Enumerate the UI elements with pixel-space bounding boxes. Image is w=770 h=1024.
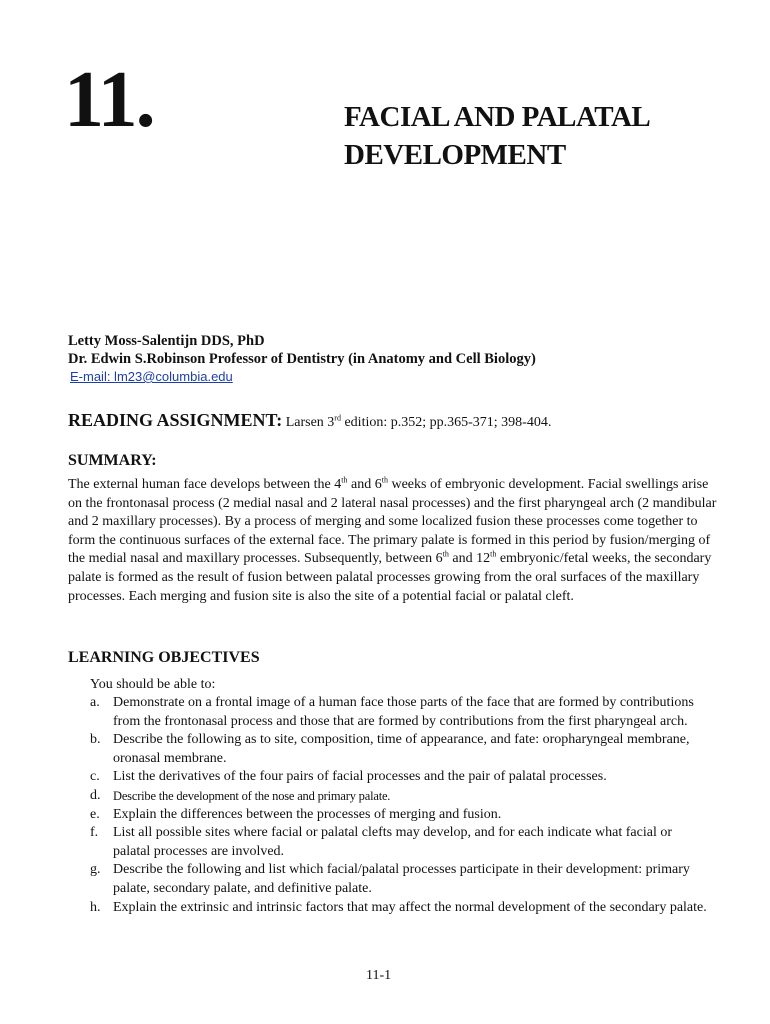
summary-sup: th xyxy=(442,549,449,559)
summary-sup: th xyxy=(490,549,497,559)
objective-text: Describe the following as to site, composition, time of appearance, and fate: oropharyngeal membrane, oronasal membrane. xyxy=(113,732,690,766)
objective-item xyxy=(90,824,710,861)
objective-text: Describe the following and list which facial/palatal processes participate in their development: primary palate, secondary palate, and definitive palate. xyxy=(113,862,690,896)
chapter-title-line1: FACIAL AND PALATAL xyxy=(344,101,651,133)
author-title: Dr. Edwin S.Robinson Professor of Dentistry (in Anatomy and Cell Biology) xyxy=(68,351,536,367)
reading-sup: rd xyxy=(334,413,341,423)
reading-assignment xyxy=(68,410,551,431)
summary-text: The external human face develops between the 4 xyxy=(68,477,342,492)
objective-letter: b. xyxy=(90,732,101,748)
author-block xyxy=(68,332,536,386)
objective-text: List all possible sites where facial or palatal clefts may develop, and for each indicate what facial or palatal processes are involved. xyxy=(113,825,672,859)
objective-letter: h. xyxy=(90,899,101,915)
summary-heading: SUMMARY: xyxy=(68,452,157,469)
objective-letter: d. xyxy=(90,787,101,803)
objectives-heading: LEARNING OBJECTIVES xyxy=(68,649,260,666)
objectives-list xyxy=(90,694,710,917)
chapter-title-line2: DEVELOPMENT xyxy=(344,139,566,171)
summary-text: and 12 xyxy=(448,551,491,567)
page-number: 11-1 xyxy=(366,968,392,983)
objective-item xyxy=(90,731,710,768)
objective-text: Demonstrate on a frontal image of a human face those parts of the face that are formed by contributions from the frontonasal process and those that are formed by contributions from the first pharyngeal arch. xyxy=(113,695,694,729)
objective-item xyxy=(90,899,710,918)
objective-item xyxy=(90,806,710,825)
chapter-title xyxy=(344,98,650,174)
author-name: Letty Moss-Salentijn DDS, PhD xyxy=(68,333,265,349)
reading-text: Larsen 3 xyxy=(285,415,335,430)
summary-text: weeks of embryonic development. Facial swellings arise on the frontonasal process (2 medial nasal and 2 lateral nasal processes) and the first pharyngeal arch (2 mandibular and 2 maxillary processes). By a process of merging and some localized fusion these processes come together to form the continuous surfaces of the external face. The primary palate is formed in this period by fusion/merging of the medial nasal and maxillary processes. Subsequently, between 6 xyxy=(68,477,717,567)
objective-item xyxy=(90,768,710,787)
objective-letter: c. xyxy=(90,769,100,785)
objective-text: Explain the extrinsic and intrinsic factors that may affect the normal development of the secondary palate. xyxy=(113,899,707,915)
objective-letter: e. xyxy=(90,806,100,822)
summary-sup: th xyxy=(341,475,348,485)
objective-letter: g. xyxy=(90,862,101,878)
reading-assignment-label: READING ASSIGNMENT: xyxy=(68,410,283,430)
objective-item xyxy=(90,861,710,898)
email-link[interactable]: E-mail: lm23@columbia.edu xyxy=(70,369,233,384)
summary-text: embryonic/fetal weeks, the secondary palate is formed as the result of fusion between palatal processes growing from the oral surfaces of the maxillary processes. Each merging and fusion site is also the site of a potential facial or palatal cleft. xyxy=(68,551,712,604)
objective-item xyxy=(90,694,710,731)
objective-text: Describe the development of the nose and primary palate. xyxy=(113,788,391,803)
summary-text: and 6 xyxy=(347,477,382,492)
objective-text: List the derivatives of the four pairs of facial processes and the pair of palatal processes. xyxy=(113,769,607,785)
summary-sup: th xyxy=(381,475,388,485)
reading-text-rest: edition: p.352; pp.365-371; 398-404. xyxy=(340,415,552,430)
objective-item xyxy=(90,787,710,806)
objective-text: Explain the differences between the processes of merging and fusion. xyxy=(113,806,502,822)
objective-letter: f. xyxy=(90,825,99,841)
objective-letter: a. xyxy=(90,695,100,710)
summary-paragraph xyxy=(68,476,718,606)
chapter-number: 11. xyxy=(64,56,154,144)
objectives-intro: You should be able to: xyxy=(90,677,216,692)
